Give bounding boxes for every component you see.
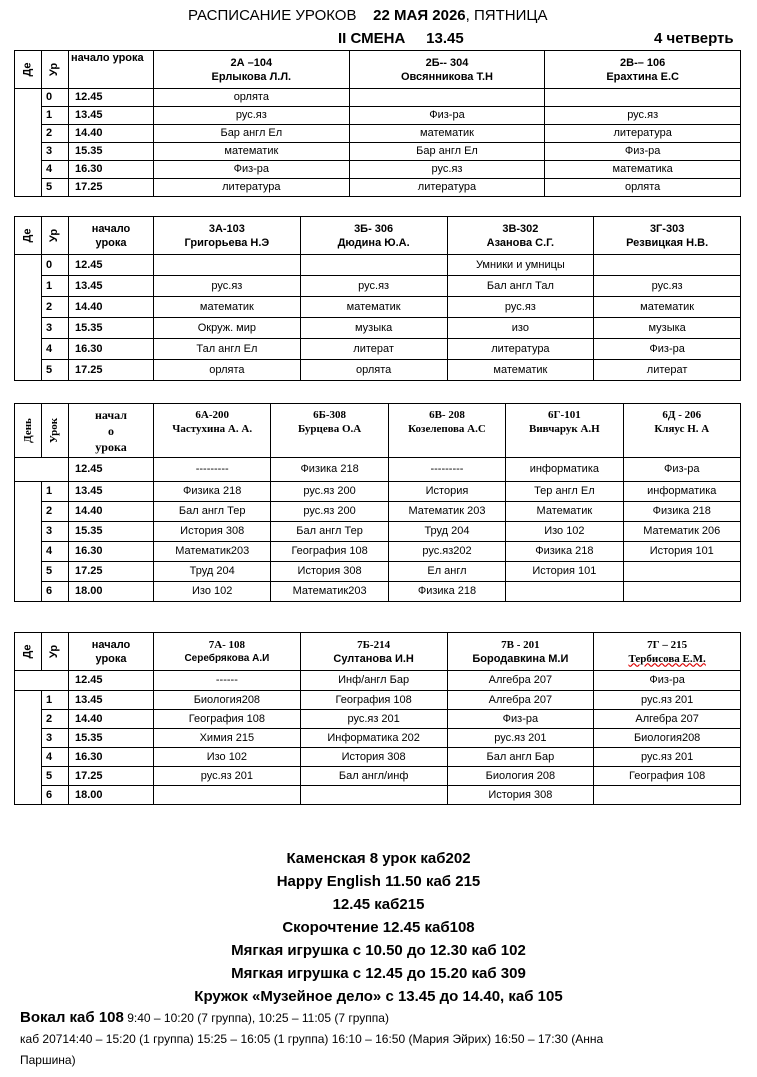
lesson-cell: История 101: [623, 542, 740, 562]
time-cell: 15.35: [69, 522, 154, 542]
time-cell: 16.30: [69, 161, 154, 179]
lesson-row: [15, 562, 741, 582]
lesson-cell: [300, 786, 447, 805]
lesson-number: 4: [42, 339, 69, 360]
class-header: 2В-– 106 Ерахтина Е.С: [545, 51, 741, 89]
pre-row: [15, 458, 741, 482]
lesson-cell: Инф/англ Бар: [300, 671, 447, 691]
note-line: Happy English 11.50 каб 215: [276, 873, 481, 890]
lesson-number: 3: [42, 143, 69, 161]
start-header: начал о урока: [69, 404, 154, 458]
lesson-row: [15, 161, 741, 179]
time-cell: 16.30: [69, 542, 154, 562]
time-cell: 14.40: [69, 297, 154, 318]
day-header: День: [15, 404, 42, 458]
lesson-number: 5: [42, 767, 69, 786]
time-cell: 18.00: [69, 786, 154, 805]
lesson-cell: География 108: [154, 710, 301, 729]
time-cell: 13.45: [69, 691, 154, 710]
start-header: начало урока: [69, 51, 154, 89]
time-cell: 14.40: [69, 502, 154, 522]
note-line: Кружок «Музейное дело» с 13.45 до 14.40, каб 105: [194, 988, 563, 1005]
note-line: Мягкая игрушка с 12.45 до 15.20 каб 309: [231, 965, 526, 982]
lesson-cell: Бал англ Тал: [447, 276, 594, 297]
schedule-title: РАСПИСАНИЕ УРОКОВ 22 МАЯ 2026, ПЯТНИЦА: [188, 7, 548, 24]
time-cell: 15.35: [69, 318, 154, 339]
time-cell: 17.25: [69, 360, 154, 381]
lesson-cell: рус.яз 201: [300, 710, 447, 729]
lesson-row: [15, 502, 741, 522]
time-cell: 13.45: [69, 482, 154, 502]
lesson-row: [15, 729, 741, 748]
lesson-number: 1: [42, 691, 69, 710]
time-cell: 16.30: [69, 339, 154, 360]
lesson-cell: Алгебра 207: [447, 691, 594, 710]
lesson-cell: История 308: [271, 562, 388, 582]
lesson-cell: [506, 582, 623, 602]
lesson-cell: [594, 786, 741, 805]
lesson-cell: рус.яз: [300, 276, 447, 297]
schedule-table-grade7: [14, 632, 741, 805]
lesson-cell: литература: [447, 339, 594, 360]
lesson-cell: Бал англ/инф: [300, 767, 447, 786]
lesson-cell: орлята: [154, 360, 301, 381]
day-label: ПЯТНИЦА: [38, 509, 42, 573]
lesson-row: [15, 179, 741, 197]
lesson-cell: литерат: [594, 360, 741, 381]
lesson-cell: Физ-ра: [349, 107, 545, 125]
class-header: 6В- 208 Козелепова А.С: [388, 404, 505, 458]
class-header: 6Б-308 Бурцева О.А: [271, 404, 388, 458]
lesson-cell: Физ-ра: [594, 671, 741, 691]
lesson-cell: Бар англ Ел: [154, 125, 350, 143]
lesson-cell: История: [388, 482, 505, 502]
lesson-number: 2: [42, 710, 69, 729]
lesson-cell: литература: [545, 125, 741, 143]
lesson-cell: рус.яз 201: [154, 767, 301, 786]
day-cell: [15, 255, 42, 381]
lesson-header: Ур: [42, 51, 69, 89]
lesson-cell: История 308: [447, 786, 594, 805]
lesson-number: 0: [42, 89, 69, 107]
lesson-cell: Бал англ Тер: [154, 502, 271, 522]
lesson-number: 4: [42, 161, 69, 179]
lesson-header: Ур: [42, 217, 69, 255]
lesson-cell: музыка: [594, 318, 741, 339]
lesson-cell: Биология208: [154, 691, 301, 710]
lesson-cell: Бал англ Бар: [447, 748, 594, 767]
lesson-cell: Физ-ра: [594, 339, 741, 360]
lesson-cell: География 108: [300, 691, 447, 710]
lesson-cell: математик: [300, 297, 447, 318]
day-label: ПЯТНИЦА: [38, 715, 42, 779]
lesson-number: 2: [42, 125, 69, 143]
lesson-cell: Тер англ Ел: [506, 482, 623, 502]
lesson-cell: информатика: [506, 458, 623, 482]
lesson-cell: Тал англ Ел: [154, 339, 301, 360]
lesson-cell: рус.яз 201: [594, 748, 741, 767]
lesson-row: [15, 767, 741, 786]
lesson-header: Ур: [42, 633, 69, 671]
lesson-number: 6: [42, 786, 69, 805]
lesson-cell: математик: [447, 360, 594, 381]
lesson-row: [15, 542, 741, 562]
lesson-number: 3: [42, 318, 69, 339]
lesson-number: 3: [42, 522, 69, 542]
time-cell: 14.40: [69, 125, 154, 143]
note-line: 12.45 каб215: [332, 896, 425, 913]
lesson-cell: орлята: [545, 179, 741, 197]
header-row: [15, 51, 741, 89]
lesson-number: 5: [42, 179, 69, 197]
class-header: 7Г – 215 Тербисова Е.М.: [594, 633, 741, 671]
lesson-cell: Физ-ра: [545, 143, 741, 161]
lesson-cell: информатика: [623, 482, 740, 502]
class-header: 6Д - 206 Кляус Н. А: [623, 404, 740, 458]
lesson-number: 1: [42, 107, 69, 125]
class-header: 6Г-101 Вивчарук А.Н: [506, 404, 623, 458]
footer-line: Паршина): [20, 1053, 76, 1067]
lesson-cell: Математик: [506, 502, 623, 522]
lesson-cell: Ел англ: [388, 562, 505, 582]
lesson-cell: География 108: [271, 542, 388, 562]
time-cell: 13.45: [69, 107, 154, 125]
start-header: начало урока: [69, 633, 154, 671]
lesson-cell: математик: [154, 297, 301, 318]
schedule-table-grade6: [14, 403, 741, 602]
day-header: Де: [15, 51, 42, 89]
header-row: [15, 404, 741, 458]
lesson-cell: рус.яз: [154, 107, 350, 125]
lesson-row: [15, 710, 741, 729]
lesson-cell: Химия 215: [154, 729, 301, 748]
lesson-cell: ---------: [154, 458, 271, 482]
lesson-cell: Биология208: [594, 729, 741, 748]
lesson-row: [15, 297, 741, 318]
lesson-cell: История 308: [300, 748, 447, 767]
lesson-row: [15, 125, 741, 143]
lesson-cell: рус.яз: [447, 297, 594, 318]
notes-block: [0, 847, 757, 1008]
lesson-cell: Математик 203: [388, 502, 505, 522]
lesson-cell: Физ-ра: [623, 458, 740, 482]
class-header: 3В-302 Азанова С.Г.: [447, 217, 594, 255]
lesson-row: [15, 107, 741, 125]
class-header: 3Б- 306 Дюдина Ю.А.: [300, 217, 447, 255]
lesson-cell: Физика 218: [506, 542, 623, 562]
time-cell: 18.00: [69, 582, 154, 602]
lesson-cell: [545, 89, 741, 107]
day-header: Де: [15, 217, 42, 255]
header-row: [15, 633, 741, 671]
lesson-cell: Изо 102: [154, 748, 301, 767]
lesson-cell: рус.яз: [154, 276, 301, 297]
class-header: 2А –104 Ерлыкова Л.Л.: [154, 51, 350, 89]
lesson-cell: [594, 255, 741, 276]
lesson-number: 2: [42, 502, 69, 522]
lesson-cell: Алгебра 207: [447, 671, 594, 691]
lesson-cell: рус.яз 200: [271, 502, 388, 522]
lesson-number: 3: [42, 729, 69, 748]
note-line: Скорочтение 12.45 каб108: [282, 919, 475, 936]
lesson-cell: [623, 582, 740, 602]
lesson-cell: математика: [545, 161, 741, 179]
time-cell: 12.45: [69, 671, 154, 691]
time-cell: 15.35: [69, 143, 154, 161]
lesson-row: [15, 339, 741, 360]
lesson-row: [15, 360, 741, 381]
time-cell: 13.45: [69, 276, 154, 297]
class-header: 7В - 201 Бородавкина М.И: [447, 633, 594, 671]
lesson-cell: Биология 208: [447, 767, 594, 786]
day-header: Де: [15, 633, 42, 671]
blank-cell: [15, 671, 69, 691]
shift-label: II СМЕНА 13.45: [338, 30, 464, 47]
vocal-line: Вокал каб 108 9:40 – 10:20 (7 группа), 10:25 – 11:05 (7 группа): [20, 1009, 389, 1026]
lesson-row: [15, 748, 741, 767]
lesson-cell: математик: [349, 125, 545, 143]
lesson-cell: [349, 89, 545, 107]
lesson-cell: изо: [447, 318, 594, 339]
lesson-number: 4: [42, 542, 69, 562]
class-header: 6А-200 Частухина А. А.: [154, 404, 271, 458]
lesson-cell: литература: [154, 179, 350, 197]
time-cell: 17.25: [69, 562, 154, 582]
time-cell: 12.45: [69, 458, 154, 482]
lesson-cell: математик: [594, 297, 741, 318]
lesson-cell: Алгебра 207: [594, 710, 741, 729]
lesson-row: [15, 786, 741, 805]
day-cell: [15, 89, 42, 197]
lesson-row: [15, 691, 741, 710]
header-row: [15, 217, 741, 255]
lesson-cell: Математик203: [154, 542, 271, 562]
class-header: 7Б-214 Султанова И.Н: [300, 633, 447, 671]
lesson-header: Урок: [42, 404, 69, 458]
lesson-cell: Бар англ Ел: [349, 143, 545, 161]
lesson-cell: ---------: [388, 458, 505, 482]
lesson-cell: Математик 206: [623, 522, 740, 542]
schedule-table-grade3: [14, 216, 741, 381]
lesson-number: 6: [42, 582, 69, 602]
blank-cell: [15, 458, 69, 482]
lesson-cell: Физика 218: [154, 482, 271, 502]
class-header: 7А- 108 Серебрякова А.И: [154, 633, 301, 671]
lesson-row: [15, 582, 741, 602]
time-cell: 15.35: [69, 729, 154, 748]
lesson-cell: История 101: [506, 562, 623, 582]
lesson-number: 5: [42, 360, 69, 381]
lesson-row: [15, 89, 741, 107]
lesson-cell: [623, 562, 740, 582]
lesson-row: [15, 276, 741, 297]
lesson-cell: Бал англ Тер: [271, 522, 388, 542]
lesson-number: 1: [42, 276, 69, 297]
day-cell: [15, 482, 42, 602]
lesson-cell: История 308: [154, 522, 271, 542]
lesson-number: 1: [42, 482, 69, 502]
class-header: 2Б-- 304 Овсянникова Т.Н: [349, 51, 545, 89]
lesson-cell: Физика 218: [388, 582, 505, 602]
lesson-cell: География 108: [594, 767, 741, 786]
lesson-cell: рус.яз202: [388, 542, 505, 562]
lesson-cell: ------: [154, 671, 301, 691]
lesson-cell: Информатика 202: [300, 729, 447, 748]
lesson-cell: рус.яз 201: [447, 729, 594, 748]
lesson-cell: Умники и умницы: [447, 255, 594, 276]
lesson-cell: [300, 255, 447, 276]
footer-block: [20, 1007, 745, 1071]
day-label: ПЯТНИЦА: [38, 110, 42, 174]
lesson-cell: литература: [349, 179, 545, 197]
lesson-row: [15, 143, 741, 161]
lesson-cell: рус.яз 200: [271, 482, 388, 502]
note-line: Каменская 8 урок каб202: [286, 850, 471, 867]
day-cell: [15, 691, 42, 805]
quarter-label: 4 четверть: [654, 30, 734, 47]
lesson-row: [15, 482, 741, 502]
pre-row: [15, 671, 741, 691]
lesson-cell: Труд 204: [388, 522, 505, 542]
time-cell: 16.30: [69, 748, 154, 767]
lesson-cell: орлята: [300, 360, 447, 381]
day-label: ПЯТНИЦА: [38, 285, 42, 349]
footer-line: каб 20714:40 – 15:20 (1 группа) 15:25 – 16:05 (1 группа) 16:10 – 16:50 (Мария Эйрих) 16:50 – 17:30 (Анна: [20, 1032, 604, 1046]
class-header: 3Г-303 Резвицкая Н.В.: [594, 217, 741, 255]
lesson-cell: рус.яз: [349, 161, 545, 179]
lesson-cell: Физика 218: [623, 502, 740, 522]
lesson-number: 0: [42, 255, 69, 276]
note-line: Мягкая игрушка с 10.50 до 12.30 каб 102: [231, 942, 526, 959]
class-header: 3А-103 Григорьева Н.Э: [154, 217, 301, 255]
lesson-cell: Окруж. мир: [154, 318, 301, 339]
lesson-cell: рус.яз: [545, 107, 741, 125]
lesson-row: [15, 522, 741, 542]
lesson-cell: [154, 255, 301, 276]
lesson-cell: музыка: [300, 318, 447, 339]
time-cell: 14.40: [69, 710, 154, 729]
schedule-table-grade2: [14, 50, 741, 197]
lesson-cell: Изо 102: [506, 522, 623, 542]
lesson-cell: рус.яз 201: [594, 691, 741, 710]
time-cell: 17.25: [69, 767, 154, 786]
lesson-row: [15, 318, 741, 339]
time-cell: 12.45: [69, 89, 154, 107]
lesson-cell: Изо 102: [154, 582, 271, 602]
lesson-cell: орлята: [154, 89, 350, 107]
lesson-cell: Физ-ра: [447, 710, 594, 729]
lesson-cell: Физика 218: [271, 458, 388, 482]
lesson-number: 5: [42, 562, 69, 582]
lesson-cell: Труд 204: [154, 562, 271, 582]
lesson-number: 4: [42, 748, 69, 767]
start-header: начало урока: [69, 217, 154, 255]
lesson-cell: Математик203: [271, 582, 388, 602]
lesson-row: [15, 255, 741, 276]
time-cell: 12.45: [69, 255, 154, 276]
lesson-cell: рус.яз: [594, 276, 741, 297]
lesson-cell: Физ-ра: [154, 161, 350, 179]
lesson-number: 2: [42, 297, 69, 318]
lesson-cell: математик: [154, 143, 350, 161]
time-cell: 17.25: [69, 179, 154, 197]
lesson-cell: [154, 786, 301, 805]
lesson-cell: литерат: [300, 339, 447, 360]
